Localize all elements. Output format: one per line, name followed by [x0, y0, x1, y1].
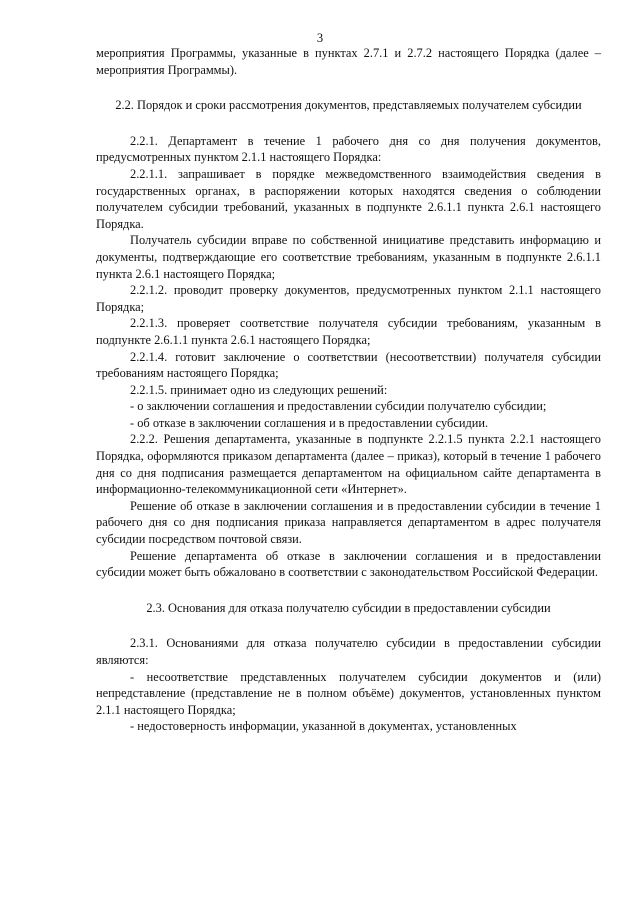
paragraph: - недостоверность информации, указанной в документах, установленных	[130, 719, 517, 734]
paragraph: Решение об отказе в заключении соглашения и в предоставлении субсидии в течение 1 рабочего дня со дня подписания приказа направляется департаментом в адрес получателя субсидии посредством почтовой связи.	[96, 498, 601, 547]
spacer	[96, 78, 601, 97]
spacer	[96, 581, 601, 600]
section-heading: 2.2. Порядок и сроки рассмотрения документов, представляемых получателем субсидии	[115, 98, 582, 113]
paragraph: - о заключении соглашения и предоставлении субсидии получателю субсидии;	[130, 399, 547, 414]
paragraph: - об отказе в заключении соглашения и в предоставлении субсидии.	[130, 415, 489, 430]
paragraph: 2.2.1.3. проверяет соответствие получателя субсидии требованиям, указанным в подпункте 2.6.1.1 пункта 2.6.1 настоящего Порядка;	[96, 316, 601, 347]
paragraph: 2.2.1.4. готовит заключение о соответствии (несоответствии) получателя субсидии требованиям настоящего Порядка;	[96, 349, 601, 381]
paragraph: 2.2.1.1. запрашивает в порядке межведомственного взаимодействия сведения в государственных органах, в распоряжении которых находятся сведения о соблюдении получателем субсидии требований, указанных в подпункте 2.6.1.1 пункта 2.6.1 настоящего Порядка.	[96, 166, 601, 231]
spacer	[96, 616, 601, 635]
paragraph: 2.2.1.5. принимает одно из следующих решений:	[130, 382, 388, 397]
page-number: 3	[316, 31, 324, 45]
paragraph: - несоответствие представленных получателем субсидии документов и (или) непредставление (представление не в полном объёме) документов, установленных пунктом 2.1.1 настоящего Порядка;	[96, 669, 601, 717]
document-body	[96, 45, 601, 735]
spacer	[96, 114, 601, 133]
paragraph: Решение департамента об отказе в заключении соглашения и в предоставлении субсидии может быть обжаловано в соответствии с законодательством Российской Федерации.	[96, 548, 601, 580]
paragraph: 2.2.1. Департамент в течение 1 рабочего дня со дня получения документов, предусмотренных пунктом 2.1.1 настоящего Порядка:	[96, 133, 601, 165]
paragraph: Получатель субсидии вправе по собственной инициативе представить информацию и документы, подтверждающие его соответствие требованиям, указанным в подпункте 2.6.1.1 пункта 2.6.1 настоящего Порядка;	[96, 233, 601, 281]
paragraph: мероприятия Программы, указанные в пунктах 2.7.1 и 2.7.2 настоящего Порядка (далее – мероприятия Программы).	[96, 46, 601, 77]
paragraph: 2.3.1. Основаниями для отказа получателю субсидии в предоставлении субсидии являются:	[96, 636, 601, 667]
paragraph: 2.2.1.2. проводит проверку документов, предусмотренных пунктом 2.1.1 настоящего Порядка;	[96, 283, 601, 314]
section-heading: 2.3. Основания для отказа получателю субсидии в предоставлении субсидии	[146, 600, 551, 615]
paragraph: 2.2.2. Решения департамента, указанные в подпункте 2.2.1.5 пункта 2.2.1 настоящего Порядка, оформляются приказом департамента (далее – приказ), который в течение 1 рабочего дня со дня подписания размещается департаментом на официальном сайте департамента в информационно-телекоммуникационной сети «Интернет».	[96, 432, 601, 497]
